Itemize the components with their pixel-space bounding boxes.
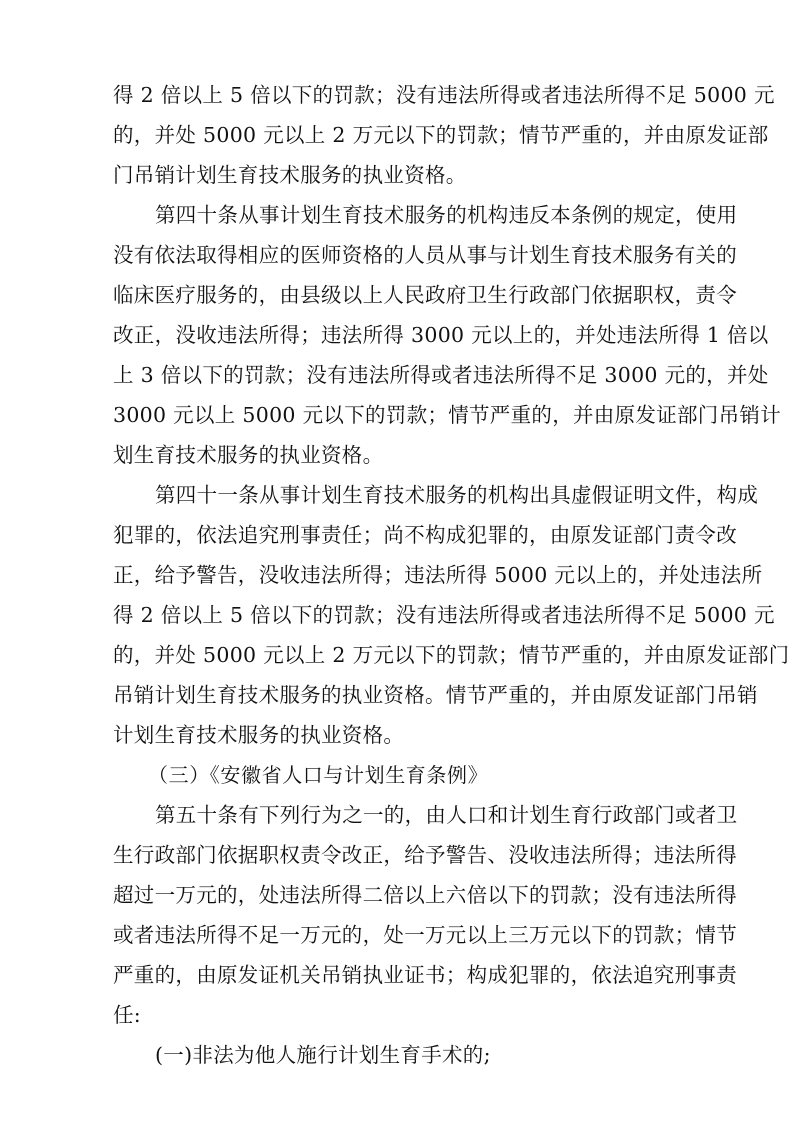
text-line: 划生育技术服务的执业资格。 xyxy=(113,443,384,467)
text-line: 得 2 倍以上 5 倍以下的罚款；没有违法所得或者违法所得不足 5000 元 xyxy=(113,83,775,107)
paragraph-article-41-start: 第四十一条从事计划生育技术服务的机构出具虚假证明文件，构成 xyxy=(155,483,759,507)
text-line: 得 2 倍以上 5 倍以下的罚款；没有违法所得或者违法所得不足 5000 元 xyxy=(113,603,775,627)
text-line: 门吊销计划生育技术服务的执业资格。 xyxy=(113,163,467,187)
text-line: 超过一万元的，处违法所得二倍以上六倍以下的罚款；没有违法所得 xyxy=(113,883,737,907)
text-line: 吊销计划生育技术服务的执业资格。情节严重的，并由原发证部门吊销 xyxy=(113,683,758,707)
paragraph-article-40-start: 第四十条从事计划生育技术服务的机构违反本条例的规定，使用 xyxy=(155,203,738,227)
text-line: 或者违法所得不足一万元的，处一万元以上三万元以下的罚款；情节 xyxy=(113,923,737,947)
text-line: 计划生育技术服务的执业资格。 xyxy=(113,723,405,747)
text-line: 严重的，由原发证机关吊销执业证书；构成犯罪的，依法追究刑事责 xyxy=(113,963,737,987)
text-line: 临床医疗服务的，由县级以上人民政府卫生行政部门依据职权，责令 xyxy=(113,283,737,307)
text-line: 生行政部门依据职权责令改正，给予警告、没收违法所得；违法所得 xyxy=(113,843,737,867)
list-item: (一)非法为他人施行计划生育手术的; xyxy=(155,1043,491,1067)
section-heading: （三）《安徽省人口与计划生育条例》 xyxy=(148,763,489,787)
text-line: 正，给予警告，没收违法所得；违法所得 5000 元以上的，并处违法所 xyxy=(113,563,763,587)
text-line: 上 3 倍以下的罚款；没有违法所得或者违法所得不足 3000 元的，并处 xyxy=(113,363,769,387)
text-line: 犯罪的，依法追究刑事责任；尚不构成犯罪的，由原发证部门责令改 xyxy=(113,523,737,547)
text-line: 3000 元以上 5000 元以下的罚款；情节严重的，并由原发证部门吊销计 xyxy=(113,403,781,427)
text-line: 的，并处 5000 元以上 2 万元以下的罚款；情节严重的，并由原发证部门 xyxy=(113,643,790,667)
text-line: 没有依法取得相应的医师资格的人员从事与计划生育技术服务有关的 xyxy=(113,243,737,267)
paragraph-article-50-start: 第五十条有下列行为之一的，由人口和计划生育行政部门或者卫 xyxy=(155,803,738,827)
text-line: 改正，没收违法所得；违法所得 3000 元以上的，并处违法所得 1 倍以 xyxy=(113,323,769,347)
text-line: 任: xyxy=(113,1003,142,1027)
text-line: 的，并处 5000 元以上 2 万元以下的罚款；情节严重的，并由原发证部 xyxy=(113,123,769,147)
